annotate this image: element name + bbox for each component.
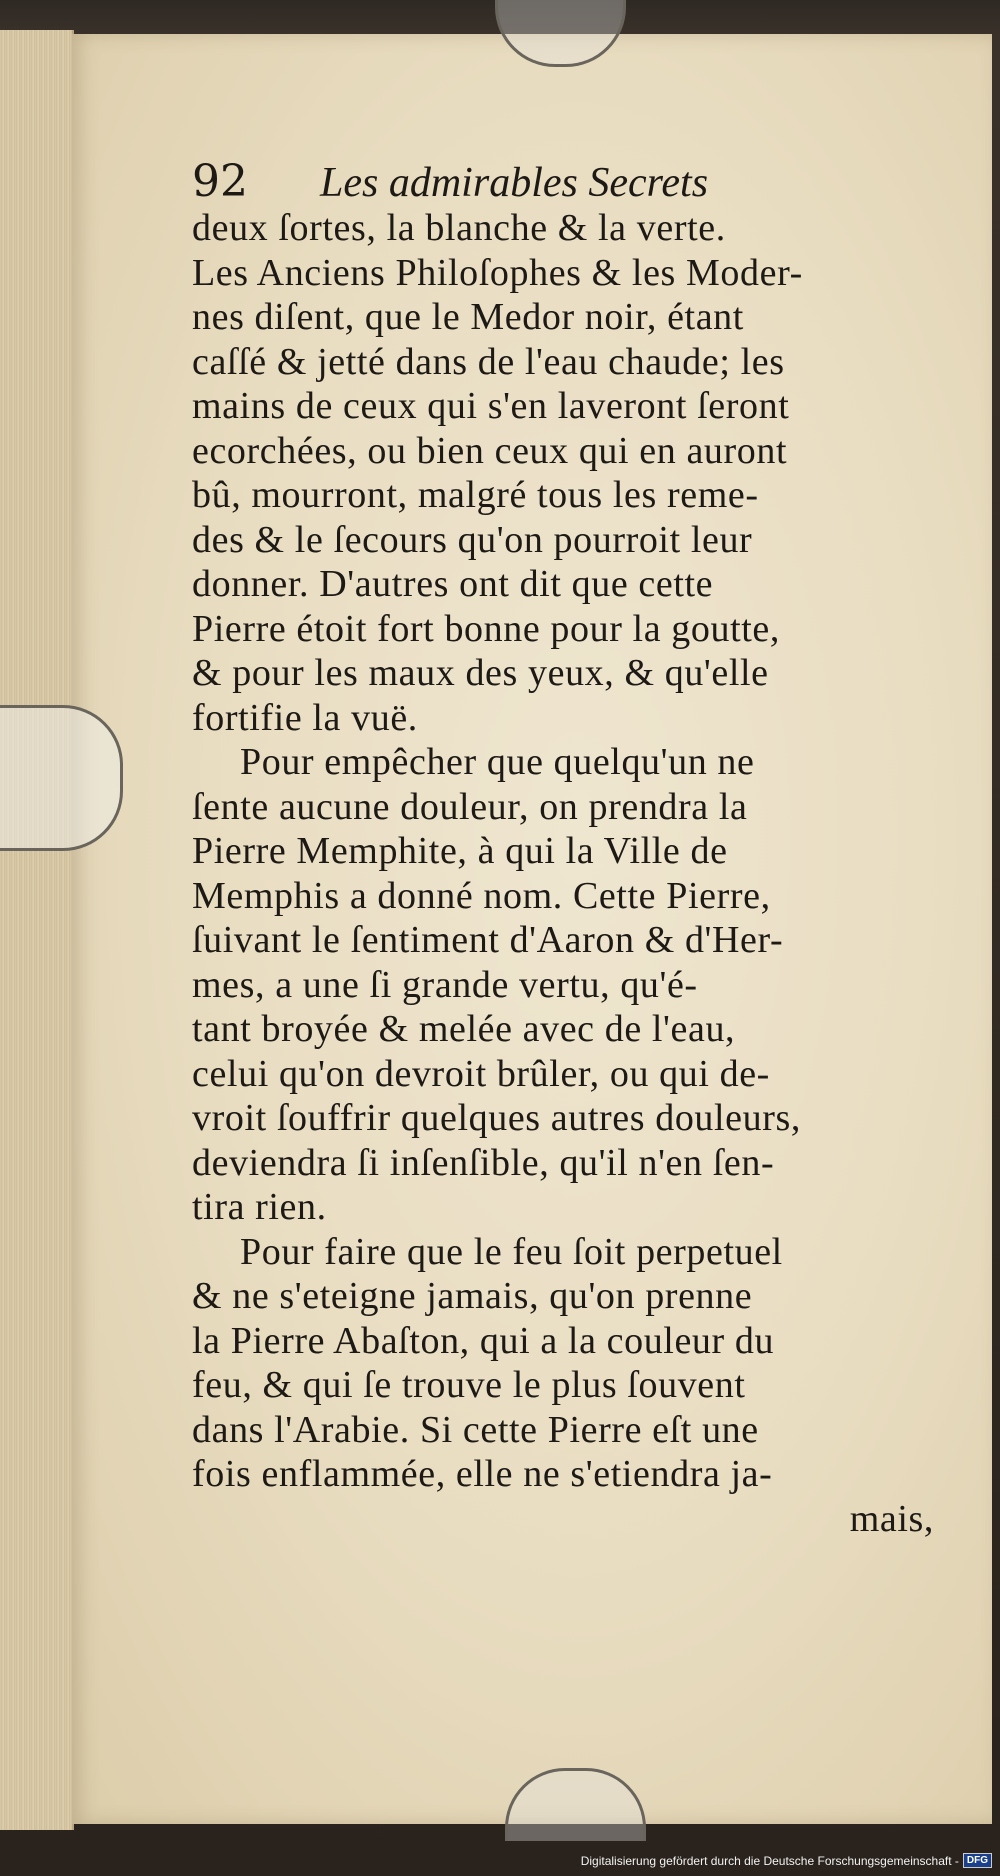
text-line: nes diſent, que le Medor noir, étant — [192, 296, 744, 338]
text-line: donner. D'autres ont dit que cette — [192, 563, 714, 605]
text-line: tira rien. — [192, 1186, 327, 1228]
paragraph-start-line: Pour empêcher que quelqu'un ne — [240, 741, 755, 783]
text-line: fois enflammée, elle ne s'etiendra ja- — [192, 1453, 773, 1495]
dfg-logo: DFG — [963, 1853, 992, 1868]
text-line: & ne s'eteigne jamais, qu'on prenne — [192, 1275, 753, 1317]
text-line: ecorchées, ou bien ceux qui en auront — [192, 429, 788, 472]
catchword: mais, — [849, 1497, 934, 1540]
text-line: fortifie la vuë. — [192, 696, 418, 739]
text-line: Memphis a donné nom. Cette Pierre, — [192, 874, 771, 917]
text-line: Pierre étoit fort bonne pour la goutte, — [192, 607, 780, 650]
text-line: Pierre Memphite, à qui la Ville de — [192, 830, 728, 872]
text-line: dans l'Arabie. Si cette Pierre eſt une — [192, 1408, 759, 1451]
page-edges — [0, 30, 74, 1830]
digitization-credit — [581, 1853, 992, 1868]
side-page-clip — [0, 705, 123, 851]
text-line: bû, mourront, malgré tous les reme- — [192, 474, 759, 516]
text-line: Les Anciens Philoſophes & les Moder- — [192, 251, 803, 294]
text-line: vroit ſouffrir quelques autres douleurs, — [192, 1097, 801, 1139]
credit-text: Digitalisierung gefördert durch die Deutsche Forschungsgemeinschaft - — [580, 1853, 959, 1868]
text-line: feu, & qui ſe trouve le plus ſouvent — [192, 1364, 746, 1406]
text-line: mains de ceux qui s'en laveront ſeront — [192, 385, 790, 427]
text-line: deux ſortes, la blanche & la verte. — [192, 207, 726, 249]
page-header — [192, 156, 952, 207]
running-title: Les admirables Secrets — [320, 160, 709, 206]
text-line: deviendra ſi inſenſible, qu'il n'en ſen- — [192, 1141, 775, 1184]
text-line: des & le ſecours qu'on pourroit leur — [192, 518, 753, 561]
paragraph-start-line: Pour faire que le feu ſoit perpetuel — [240, 1230, 783, 1273]
text-line: ſuivant le ſentiment d'Aaron & d'Her- — [192, 919, 784, 961]
text-line: & pour les maux des yeux, & qu'elle — [192, 652, 769, 694]
text-line: ſente aucune douleur, on prendra la — [192, 785, 748, 828]
text-line: tant broyée & melée avec de l'eau, — [192, 1008, 736, 1050]
text-line: celui qu'on devroit brûler, ou qui de- — [192, 1052, 770, 1095]
text-line: mes, a une ſi grande vertu, qu'é- — [192, 963, 698, 1006]
text-line: la Pierre Abaſton, qui a la couleur du — [192, 1319, 775, 1362]
page-number: 92 — [192, 156, 248, 207]
page-text — [192, 156, 952, 1541]
text-line: caſſé & jetté dans de l'eau chaude; les — [192, 340, 785, 383]
